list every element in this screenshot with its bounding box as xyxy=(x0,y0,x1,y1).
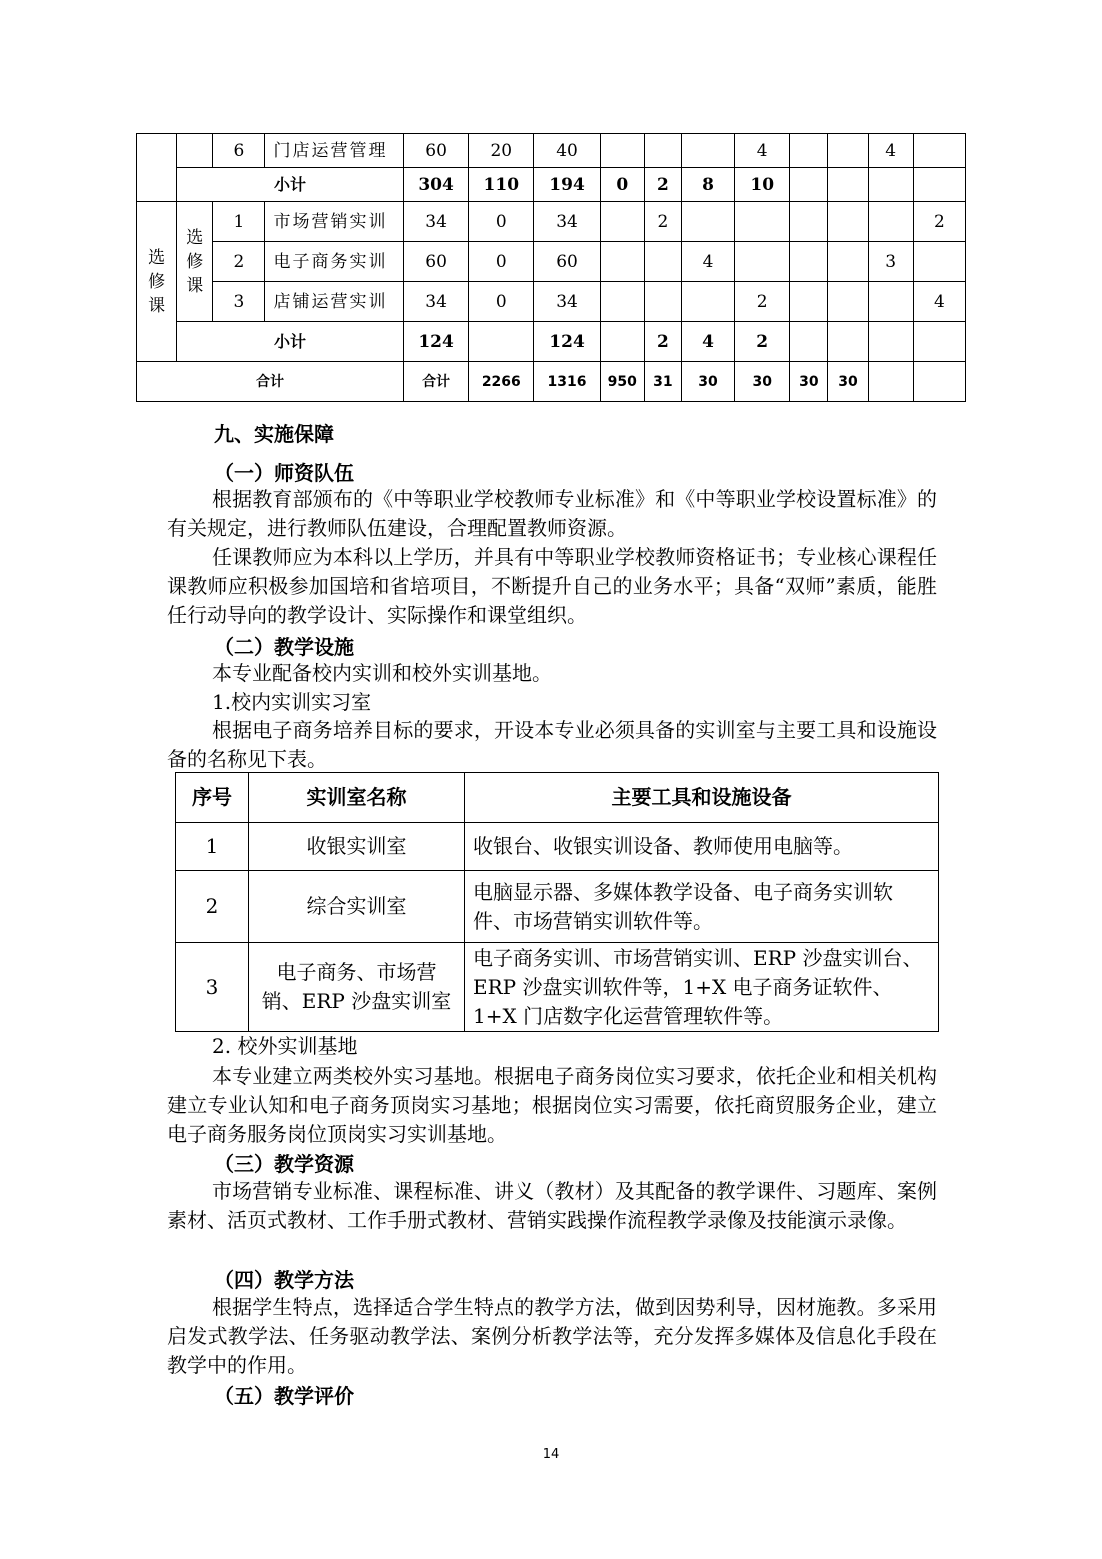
list-item-heading: 1.校内实训实习室 xyxy=(212,690,372,714)
table-row xyxy=(137,242,966,282)
cell xyxy=(913,134,965,168)
cell xyxy=(913,362,965,402)
cell: 30 xyxy=(681,362,734,402)
subtotal-label: 小计 xyxy=(177,322,404,362)
cell: 60 xyxy=(403,134,468,168)
subtotal-row xyxy=(137,322,966,362)
column-header: 序号 xyxy=(176,773,249,823)
cell: 950 xyxy=(600,362,644,402)
subsection-title-resources: （三）教学资源 xyxy=(214,1152,354,1176)
cell: 2 xyxy=(913,202,965,242)
subsection-title-methods: （四）教学方法 xyxy=(214,1268,354,1292)
cell: 8 xyxy=(681,168,734,202)
cell xyxy=(681,202,734,242)
cell xyxy=(868,362,913,402)
paragraph: 本专业配备校内实训和校外实训基地。 xyxy=(212,661,552,685)
cell xyxy=(868,322,913,362)
cell xyxy=(913,168,965,202)
subtotal-row xyxy=(137,168,966,202)
cell xyxy=(681,134,734,168)
cell xyxy=(681,282,734,322)
cell xyxy=(828,322,868,362)
cell: 40 xyxy=(534,134,600,168)
cell xyxy=(469,322,534,362)
cell: 34 xyxy=(403,282,468,322)
cell xyxy=(644,134,681,168)
cell xyxy=(790,168,828,202)
cell: 194 xyxy=(534,168,600,202)
cell: 3 xyxy=(868,242,913,282)
paragraph: 市场营销专业标准、课程标准、讲义（教材）及其配备的教学课件、习题库、案例素材、活页式教材、工作手册式教材、营销实践操作流程教学录像及技能演示录像。 xyxy=(167,1179,937,1232)
table-row xyxy=(137,202,966,242)
cell: 110 xyxy=(469,168,534,202)
cell: 2 xyxy=(735,322,790,362)
course-name: 市场营销实训 xyxy=(265,202,404,242)
table-row xyxy=(176,823,939,871)
cell xyxy=(828,134,868,168)
total-label: 合计 xyxy=(137,362,404,402)
cell xyxy=(735,202,790,242)
cell: 34 xyxy=(534,282,600,322)
table-row xyxy=(176,943,939,1032)
cell xyxy=(913,322,965,362)
cell xyxy=(644,282,681,322)
total-row xyxy=(137,362,966,402)
cell: 10 xyxy=(735,168,790,202)
cell: 2 xyxy=(644,322,681,362)
cell xyxy=(913,242,965,282)
cell: 2 xyxy=(644,202,681,242)
list-item-heading: 2. 校外实训基地 xyxy=(212,1034,358,1058)
cell: 60 xyxy=(403,242,468,282)
cell xyxy=(600,202,644,242)
column-header: 主要工具和设施设备 xyxy=(465,773,939,823)
cell: 31 xyxy=(644,362,681,402)
subtotal-label: 小计 xyxy=(177,168,404,202)
cell xyxy=(868,282,913,322)
course-no: 3 xyxy=(213,282,265,322)
cell: 34 xyxy=(403,202,468,242)
cell: 30 xyxy=(735,362,790,402)
lab-equipment: 电脑显示器、多媒体教学设备、电子商务实训软件、市场营销实训软件等。 xyxy=(465,871,939,943)
cell: 30 xyxy=(790,362,828,402)
cell: 2 xyxy=(735,282,790,322)
cell xyxy=(735,242,790,282)
lab-equipment: 电子商务实训、市场营销实训、ERP 沙盘实训台、ERP 沙盘实训软件等，1+X 电子商务证软件、1+X 门店数字化运营管理软件等。 xyxy=(465,943,939,1032)
course-no: 2 xyxy=(213,242,265,282)
cell xyxy=(600,134,644,168)
cell: 4 xyxy=(681,322,734,362)
cell xyxy=(828,282,868,322)
cell xyxy=(828,202,868,242)
cell xyxy=(644,242,681,282)
group-label-cell xyxy=(137,202,177,362)
cell xyxy=(790,134,828,168)
cell: 30 xyxy=(828,362,868,402)
paragraph: 根据电子商务培养目标的要求，开设本专业必须具备的实训室与主要工具和设施设备的名称见下表。 xyxy=(167,718,937,771)
course-name: 店铺运营实训 xyxy=(265,282,404,322)
course-name: 门店运营管理 xyxy=(265,134,404,168)
cell: 20 xyxy=(469,134,534,168)
lab-no: 3 xyxy=(176,943,249,1032)
cell xyxy=(790,202,828,242)
lab-name: 电子商务、市场营销、ERP 沙盘实训室 xyxy=(249,943,465,1032)
lab-name: 收银实训室 xyxy=(249,823,465,871)
cell xyxy=(600,242,644,282)
cell: 4 xyxy=(868,134,913,168)
table-row xyxy=(137,134,966,168)
paragraph: 本专业建立两类校外实习基地。根据电子商务岗位实习要求，依托企业和相关机构建立专业认知和电子商务顶岗实习基地；根据岗位实习需要，依托商贸服务企业，建立电子商务服务岗位顶岗实习实训基地。 xyxy=(167,1064,937,1146)
cell xyxy=(790,282,828,322)
paragraph: 根据学生特点，选择适合学生特点的教学方法，做到因势利导，因材施教。多采用启发式教学法、任务驱动教学法、案例分析教学法等，充分发挥多媒体及信息化手段在教学中的作用。 xyxy=(167,1295,937,1377)
cell xyxy=(828,168,868,202)
cell xyxy=(790,322,828,362)
cell: 0 xyxy=(600,168,644,202)
lab-table xyxy=(175,772,939,1032)
group-cell-empty xyxy=(137,134,177,202)
cell: 1316 xyxy=(534,362,600,402)
subsection-title-teachers: （一）师资队伍 xyxy=(214,461,354,485)
lab-equipment: 收银台、收银实训设备、教师使用电脑等。 xyxy=(465,823,939,871)
course-no: 1 xyxy=(213,202,265,242)
page-number: 14 xyxy=(542,1447,560,1462)
cell: 4 xyxy=(681,242,734,282)
cell xyxy=(790,242,828,282)
lab-no: 1 xyxy=(176,823,249,871)
column-header: 实训室名称 xyxy=(249,773,465,823)
course-no: 6 xyxy=(213,134,265,168)
cell xyxy=(600,282,644,322)
subsection-title-evaluation: （五）教学评价 xyxy=(214,1384,354,1408)
cell: 304 xyxy=(403,168,468,202)
table-row xyxy=(137,282,966,322)
subsection-title-facilities: （二）教学设施 xyxy=(214,635,354,659)
paragraph: 任课教师应为本科以上学历，并具有中等职业学校教师资格证书；专业核心课程任课教师应积极参加国培和省培项目，不断提升自己的业务水平；具备“双师”素质，能胜任行动导向的教学设计、实际操作和课堂组织。 xyxy=(167,545,937,627)
table-header-row xyxy=(176,773,939,823)
cell: 60 xyxy=(534,242,600,282)
paragraph: 根据教育部颁布的《中等职业学校教师专业标准》和《中等职业学校设置标准》的有关规定，进行教师队伍建设，合理配置教师资源。 xyxy=(167,487,937,540)
cell: 合计 xyxy=(403,362,468,402)
sub-label-cell xyxy=(177,202,213,322)
lab-name: 综合实训室 xyxy=(249,871,465,943)
section-title: 九、实施保障 xyxy=(214,422,334,446)
cell: 0 xyxy=(469,282,534,322)
cell: 124 xyxy=(403,322,468,362)
cell xyxy=(868,202,913,242)
cell: 0 xyxy=(469,242,534,282)
cell: 2 xyxy=(644,168,681,202)
lab-no: 2 xyxy=(176,871,249,943)
cell: 4 xyxy=(913,282,965,322)
course-name: 电子商务实训 xyxy=(265,242,404,282)
group-label: 选修课 xyxy=(148,247,166,316)
course-hours-table xyxy=(136,133,966,402)
table-row xyxy=(176,871,939,943)
sub-cell-empty xyxy=(177,134,213,168)
cell: 4 xyxy=(735,134,790,168)
cell xyxy=(828,242,868,282)
cell xyxy=(600,322,644,362)
cell: 2266 xyxy=(469,362,534,402)
cell: 34 xyxy=(534,202,600,242)
sub-label: 选修课 xyxy=(186,227,204,296)
cell: 0 xyxy=(469,202,534,242)
cell: 124 xyxy=(534,322,600,362)
cell xyxy=(868,168,913,202)
